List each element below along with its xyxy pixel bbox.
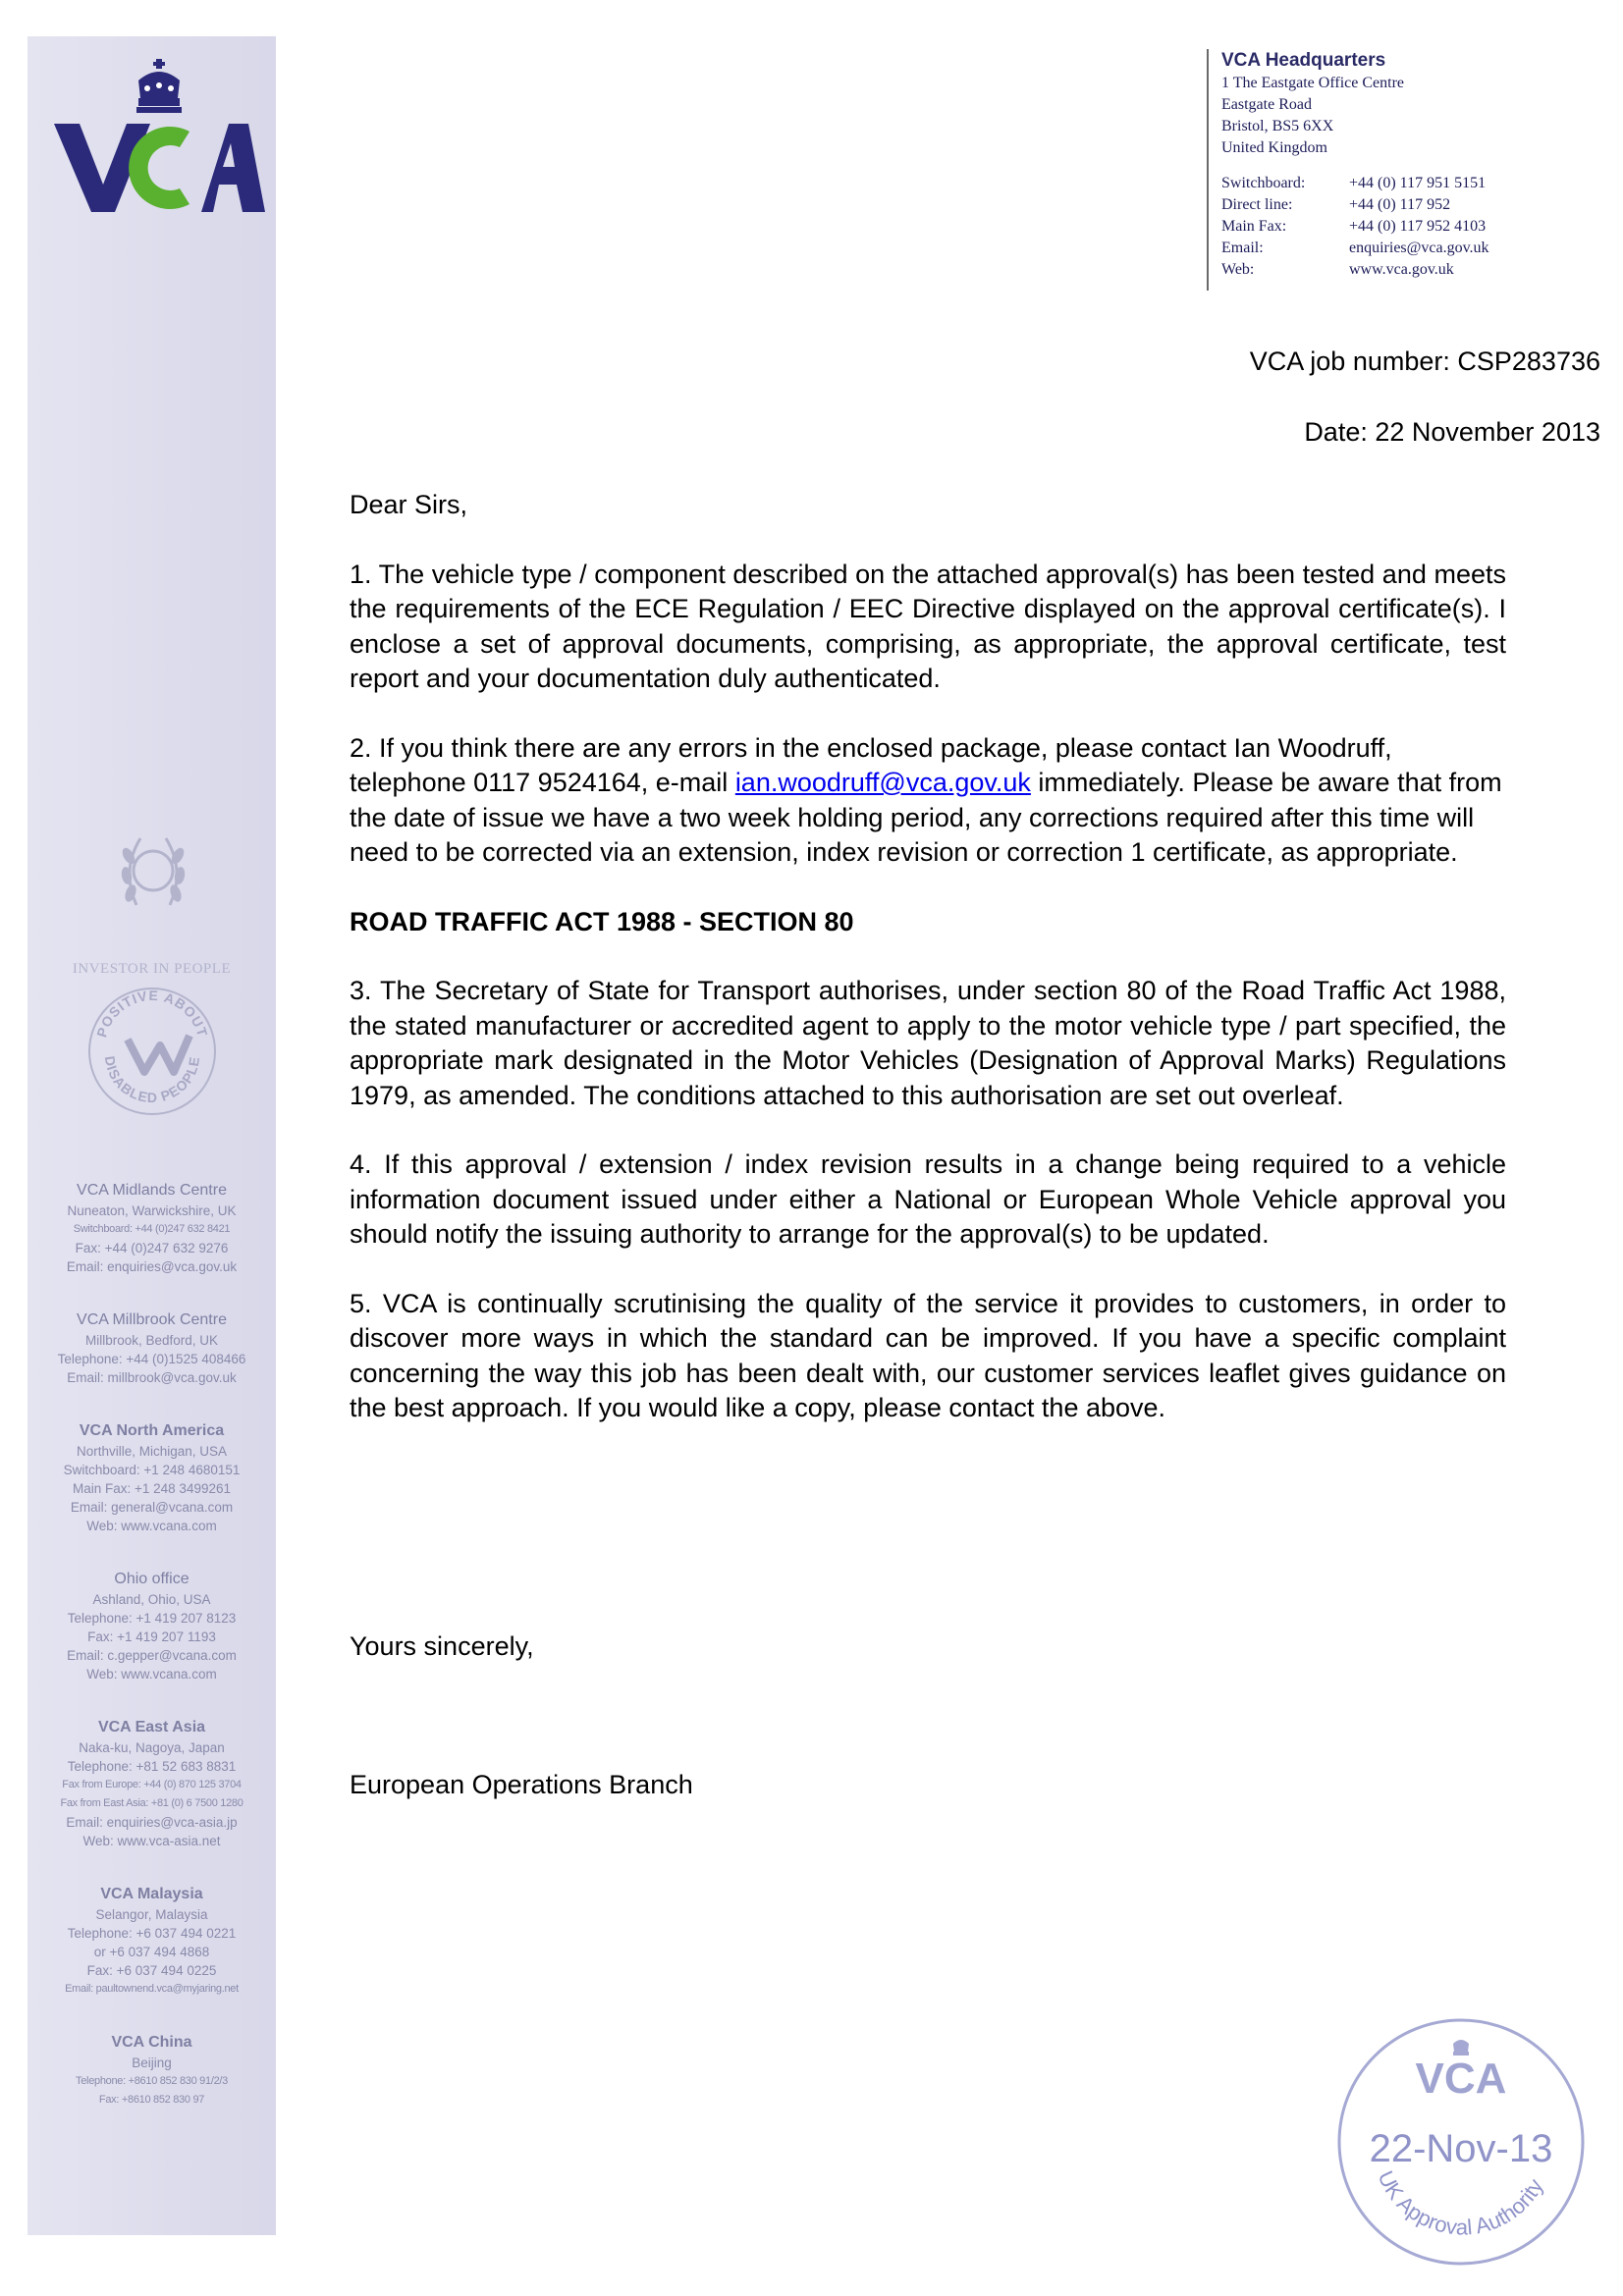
office-detail-line: Telephone: +8610 852 830 91/2/3: [76, 2075, 228, 2087]
office-detail-line: Email: c.gepper@vcana.com: [67, 1648, 237, 1663]
office-detail-line: Web: www.vca-asia.net: [82, 1834, 221, 1848]
office-block: [27, 1884, 276, 1999]
office-detail-line: Fax from East Asia: +81 (0) 6 7500 1280: [60, 1797, 243, 1809]
office-detail-line: Naka-ku, Nagoya, Japan: [79, 1740, 225, 1755]
salutation: Dear Sirs,: [350, 490, 468, 519]
sidebar: [27, 36, 276, 2235]
svg-text:POSITIVE ABOUT: POSITIVE ABOUT: [93, 987, 211, 1040]
hq-contact-row: [1221, 259, 1489, 281]
stamp-date: 22-Nov-13: [1369, 2127, 1553, 2170]
office-detail-line: Telephone: +81 52 683 8831: [67, 1759, 237, 1774]
office-detail-line: Telephone: +6 037 494 0221: [67, 1926, 237, 1941]
hq-contacts: [1221, 173, 1489, 281]
stamp-logo-text: VCA: [1415, 2055, 1507, 2103]
hq-contact-value: enquiries@vca.gov.uk: [1349, 240, 1489, 256]
office-detail-line: Nuneaton, Warwickshire, UK: [67, 1203, 237, 1218]
office-detail-line: Selangor, Malaysia: [95, 1907, 208, 1922]
office-name: VCA China: [111, 2034, 192, 2051]
hq-contact-label: Switchboard:: [1221, 175, 1306, 191]
office-detail-line: Email: paultownend.vca@myjaring.net: [65, 1983, 239, 1995]
hq-address-line: Bristol, BS5 6XX: [1221, 118, 1334, 134]
signature-department: European Operations Branch: [350, 1770, 693, 1799]
investor-in-people-label: INVESTOR IN PEOPLE: [72, 961, 232, 977]
paragraph-5: 5. VCA is continually scrutinising the quality of the service it provides to customers, in order to discover more ways in which the standard can be improved. If you have a specific complaint concerning the way this job has been dealt with, our customer services leaflet gives guidance on the best approach. If you would like a copy, please contact the above.: [350, 1288, 1506, 1422]
stamp-crown-icon: [1453, 2040, 1469, 2056]
investor-in-people-wreath-icon: [119, 827, 188, 949]
office-block: [27, 1420, 276, 1535]
office-detail-line: Ashland, Ohio, USA: [92, 1592, 211, 1607]
office-name: VCA East Asia: [97, 1719, 206, 1735]
hq-contact-row: [1221, 216, 1489, 238]
office-detail-line: Switchboard: +1 248 4680151: [63, 1463, 241, 1477]
approval-stamp: [1333, 2014, 1589, 2269]
office-detail-line: Email: enquiries@vca.gov.uk: [66, 1259, 238, 1274]
office-block: [27, 2032, 276, 2109]
letter-body: [350, 488, 1506, 1461]
crown-icon: [133, 59, 186, 114]
hq-address-block: [1207, 49, 1489, 291]
hq-contact-label: Main Fax:: [1221, 218, 1287, 235]
hq-contact-row: [1221, 194, 1489, 216]
office-block: [27, 1569, 276, 1683]
office-block: [27, 1180, 276, 1276]
office-detail-line: Telephone: +1 419 207 8123: [67, 1611, 237, 1626]
hq-contact-row: [1221, 238, 1489, 259]
letter-date: Date: 22 November 2013: [1304, 417, 1600, 447]
hq-address-line: Eastgate Road: [1221, 96, 1312, 113]
office-detail-line: Email: general@vcana.com: [70, 1500, 234, 1515]
office-detail-line: Beijing: [132, 2056, 172, 2070]
hq-title: VCA Headquarters: [1221, 50, 1386, 71]
office-detail-line: Email: millbrook@vca.gov.uk: [67, 1370, 237, 1385]
office-detail-line: Northville, Michigan, USA: [76, 1444, 228, 1459]
office-block: [27, 1309, 276, 1387]
hq-address-line: United Kingdom: [1221, 139, 1327, 156]
paragraph-2-text: immediately. Please be aware that from the date of issue we have a two week holding period, any corrections required after this time will need to be corrected via an extension, index revision or correction 1 certificate, as appropriate.: [350, 768, 1502, 867]
office-detail-line: Switchboard: +44 (0)247 632 8421: [73, 1223, 231, 1235]
closing: Yours sincerely,: [350, 1631, 534, 1661]
hq-contact-value: +44 (0) 117 951 5151: [1349, 175, 1487, 191]
contact-email-link[interactable]: ian.woodruff@vca.gov.uk: [734, 768, 1031, 797]
office-detail-line: Telephone: +44 (0)1525 408466: [57, 1352, 246, 1366]
job-number: VCA job number: CSP283736: [1249, 347, 1600, 376]
positive-about-disabled-people-icon: [83, 979, 221, 1116]
office-name: VCA North America: [79, 1422, 225, 1439]
hq-contact-label: Web:: [1221, 261, 1255, 278]
hq-contact-label: Email:: [1221, 240, 1264, 256]
paragraph-1: 1. The vehicle type / component described on the attached approval(s) has been tested and meets the requirements of the ECE Regulation / EEC Directive displayed on the approval certificate(s). I enclose a set of approval documents, comprising, as appropriate, the approval certificate, test report and your documentation duly authenticated.: [350, 559, 1506, 693]
hq-contact-row: [1221, 173, 1489, 194]
office-name: VCA Malaysia: [100, 1886, 203, 1902]
office-detail-line: Fax from Europe: +44 (0) 870 125 3704: [62, 1779, 242, 1790]
office-detail-line: Fax: +44 (0)247 632 9276: [75, 1241, 229, 1255]
office-list: [27, 1180, 276, 2143]
office-detail-line: Millbrook, Bedford, UK: [84, 1333, 219, 1348]
paragraph-2: [350, 731, 1506, 871]
office-detail-line: Main Fax: +1 248 3499261: [73, 1481, 231, 1496]
office-name: VCA Millbrook Centre: [77, 1311, 227, 1328]
vca-logo: [42, 59, 268, 236]
hq-address-line: 1 The Eastgate Office Centre: [1221, 75, 1404, 91]
office-detail-line: or +6 037 494 4868: [93, 1945, 210, 1959]
vca-letters-icon: [54, 124, 265, 214]
svg-text:DISABLED PEOPLE: DISABLED PEOPLE: [101, 1054, 203, 1106]
office-name: VCA Midlands Centre: [77, 1182, 227, 1199]
hq-contact-label: Direct line:: [1221, 196, 1293, 213]
office-detail-line: Fax: +8610 852 830 97: [98, 2094, 205, 2106]
hq-contact-value: +44 (0) 117 952 4103: [1349, 218, 1487, 235]
hq-contact-value: www.vca.gov.uk: [1349, 261, 1454, 278]
hq-contact-value: +44 (0) 117 952: [1349, 196, 1451, 213]
office-name: Ohio office: [114, 1571, 189, 1587]
paragraph-2-text: 2. If you think there are any errors in the enclosed package, please contact Ian Woodruff, telephone 0117 9524164, e-mail: [350, 732, 1392, 797]
paragraph-3: 3. The Secretary of State for Transport authorises, under section 80 of the Road Traffic Act 1988, the stated manufacturer or accredited agent to apply to the motor vehicle type / part specified, the appropriate mark designated in the Motor Vehicles (Designation of Approval Marks) Regulations 1979, as amended. The conditions attached to this authorisation are set out overleaf.: [350, 976, 1506, 1110]
office-detail-line: Web: www.vcana.com: [86, 1519, 217, 1533]
office-detail-line: Email: enquiries@vca-asia.jp: [66, 1815, 238, 1830]
stamp-ring-text: UK Approval Authority: [1373, 2166, 1548, 2240]
office-detail-line: Fax: +1 419 207 1193: [87, 1629, 216, 1644]
office-detail-line: Web: www.vcana.com: [86, 1667, 217, 1682]
office-detail-line: Fax: +6 037 494 0225: [86, 1963, 217, 1978]
section-heading: ROAD TRAFFIC ACT 1988 - SECTION 80: [350, 906, 854, 936]
office-block: [27, 1717, 276, 1850]
paragraph-4: 4. If this approval / extension / index revision results in a change being required to a vehicle information document issued under either a National or European Whole Vehicle approval you should notify the issuing authority to arrange for the approval(s) to be updated.: [350, 1149, 1506, 1249]
